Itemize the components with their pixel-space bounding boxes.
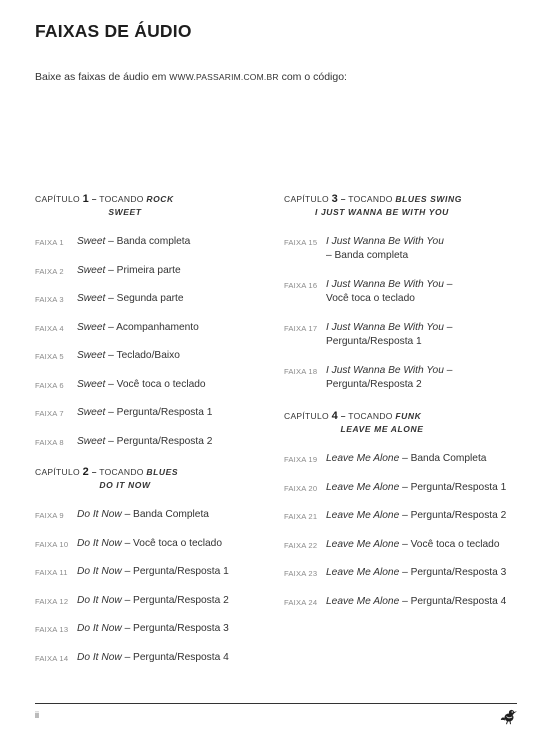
track-label: FAIXA 8 — [35, 437, 64, 447]
track-song: I Just Wanna Be With You — [326, 322, 444, 333]
track-item[interactable] — [284, 595, 519, 624]
chapter-2-header — [35, 466, 270, 496]
track-song: Sweet — [77, 293, 106, 304]
track-item[interactable] — [284, 278, 519, 321]
track-desc: – Pergunta/Resposta 2 — [121, 594, 229, 606]
track-item[interactable] — [284, 452, 519, 481]
right-column — [284, 193, 519, 623]
track-song: I Just Wanna Be With You — [326, 279, 444, 290]
track-label: FAIXA 23 — [284, 569, 318, 578]
track-song: Leave Me Alone — [326, 595, 400, 607]
chapter-prefix: CAPÍTULO — [35, 467, 80, 477]
track-song: Do It Now — [77, 537, 122, 549]
track-desc: – — [443, 279, 453, 290]
track-label: FAIXA 19 — [284, 455, 318, 464]
chapter-style: BLUES — [146, 467, 179, 477]
chapter-1-header — [35, 193, 270, 223]
track-song: Leave Me Alone — [326, 453, 400, 464]
track-item[interactable] — [35, 508, 270, 537]
track-label: FAIXA 22 — [284, 540, 318, 550]
chapter-dash: – — [340, 411, 346, 421]
bird-logo-icon — [500, 707, 518, 725]
chapter-playing: TOCANDO — [99, 467, 144, 477]
track-desc: – Pergunta/Resposta 2 — [105, 435, 213, 447]
track-item[interactable] — [35, 235, 270, 264]
track-desc: – Pergunta/Resposta 4 — [399, 595, 507, 607]
track-desc: – — [443, 365, 453, 376]
track-song: Leave Me Alone — [326, 538, 400, 550]
track-song: Sweet — [77, 378, 106, 390]
track-label: FAIXA 24 — [284, 597, 318, 607]
track-label: FAIXA 13 — [35, 625, 69, 634]
track-desc: – Banda completa — [105, 236, 191, 247]
track-label: FAIXA 3 — [35, 295, 64, 304]
track-desc: – Pergunta/Resposta 4 — [121, 651, 229, 663]
track-label: FAIXA 14 — [35, 653, 69, 663]
track-label: FAIXA 18 — [284, 367, 318, 376]
track-desc-line2: Pergunta/Resposta 1 — [326, 336, 422, 347]
track-label: FAIXA 7 — [35, 409, 64, 418]
track-item[interactable] — [284, 321, 519, 364]
track-item[interactable] — [35, 622, 270, 651]
intro-text-end: com o código: — [278, 71, 347, 83]
chapter-dash: – — [340, 194, 346, 204]
track-label: FAIXA 9 — [35, 511, 64, 520]
chapter-style: ROCK — [146, 194, 174, 204]
download-url-link[interactable]: WWW.PASSARIM.COM.BR — [169, 72, 279, 82]
track-label: FAIXA 11 — [35, 568, 68, 577]
page-number: ii — [35, 710, 39, 720]
track-desc: – Você toca o teclado — [121, 537, 222, 549]
track-item[interactable] — [35, 349, 270, 378]
left-column — [35, 193, 270, 679]
track-label: FAIXA 15 — [284, 238, 318, 247]
track-desc: – Pergunta/Resposta 1 — [105, 407, 213, 418]
track-label: FAIXA 20 — [284, 483, 318, 493]
chapter-3-header — [284, 193, 519, 223]
chapter-style: FUNK — [395, 411, 422, 421]
track-item[interactable] — [284, 509, 519, 538]
track-label: FAIXA 16 — [284, 281, 318, 290]
track-song: Do It Now — [77, 509, 122, 520]
track-desc: – Pergunta/Resposta 3 — [399, 567, 507, 578]
chapter-4-header — [284, 410, 519, 440]
track-song: I Just Wanna Be With You — [326, 236, 444, 247]
track-item[interactable] — [284, 566, 519, 595]
intro-text: Baixe as faixas de áudio em — [35, 71, 170, 83]
chapter-prefix: CAPÍTULO — [284, 411, 329, 421]
track-item[interactable] — [35, 406, 270, 435]
bird-logo-icon-graphic — [500, 707, 518, 725]
track-label: FAIXA 21 — [284, 512, 318, 521]
footer-divider — [35, 703, 517, 704]
track-item[interactable] — [35, 292, 270, 321]
track-song: Sweet — [77, 407, 106, 418]
track-desc-line2: Você toca o teclado — [326, 293, 415, 304]
track-item[interactable] — [35, 264, 270, 293]
track-item[interactable] — [284, 235, 519, 278]
track-desc: – Segunda parte — [105, 293, 184, 304]
track-label: FAIXA 6 — [35, 380, 64, 390]
track-song: Leave Me Alone — [326, 481, 400, 493]
track-item[interactable] — [284, 364, 519, 407]
track-desc: – — [443, 322, 453, 333]
track-song: Sweet — [77, 350, 106, 361]
chapter-number: 3 — [331, 193, 339, 205]
chapter-number: 1 — [82, 193, 90, 205]
track-desc: – Pergunta/Resposta 1 — [121, 566, 229, 577]
track-song: Leave Me Alone — [326, 567, 400, 578]
chapter-song-title: SWEET — [108, 207, 142, 217]
chapter-dash: – — [91, 467, 97, 477]
track-label: FAIXA 12 — [35, 596, 69, 606]
track-song: Leave Me Alone — [326, 510, 400, 521]
chapter-playing: TOCANDO — [99, 194, 144, 204]
track-song: Sweet — [77, 264, 106, 276]
track-item[interactable] — [35, 537, 270, 566]
track-desc: – Você toca o teclado — [399, 538, 500, 550]
chapter-playing: TOCANDO — [348, 411, 393, 421]
chapter-prefix: CAPÍTULO — [35, 194, 80, 204]
chapter-dash: – — [91, 194, 97, 204]
track-song: Sweet — [77, 321, 106, 333]
track-label: FAIXA 1 — [35, 238, 64, 247]
download-instructions — [35, 71, 347, 83]
track-desc: – Pergunta/Resposta 2 — [399, 510, 507, 521]
chapter-song-title: I JUST WANNA BE WITH YOU — [315, 207, 449, 217]
track-desc-line2: – Banda completa — [326, 250, 409, 261]
chapter-playing: TOCANDO — [348, 194, 393, 204]
track-song: Do It Now — [77, 623, 122, 634]
track-song: Sweet — [77, 435, 106, 447]
track-item[interactable] — [284, 481, 519, 510]
chapter-song-title: DO IT NOW — [99, 480, 151, 490]
chapter-song-title: LEAVE ME ALONE — [340, 424, 424, 434]
chapter-number: 4 — [331, 410, 339, 422]
track-desc-line2: Pergunta/Resposta 2 — [326, 379, 422, 390]
track-item[interactable] — [35, 594, 270, 623]
track-desc: – Primeira parte — [105, 264, 181, 276]
track-desc: – Teclado/Baixo — [105, 350, 180, 361]
chapter-style: BLUES SWING — [395, 194, 462, 204]
track-desc: – Pergunta/Resposta 3 — [121, 623, 229, 634]
chapter-prefix: CAPÍTULO — [284, 194, 329, 204]
track-label: FAIXA 17 — [284, 324, 318, 333]
track-song: Sweet — [77, 236, 106, 247]
track-song: Do It Now — [77, 651, 122, 663]
track-desc: – Banda Completa — [399, 453, 487, 464]
track-label: FAIXA 2 — [35, 266, 64, 276]
track-label: FAIXA 4 — [35, 323, 64, 333]
track-label: FAIXA 5 — [35, 352, 64, 361]
track-song: Do It Now — [77, 594, 122, 606]
track-song: Do It Now — [77, 566, 122, 577]
track-item[interactable] — [284, 538, 519, 567]
track-desc: – Banda Completa — [121, 509, 209, 520]
track-item[interactable] — [35, 321, 270, 350]
track-item[interactable] — [35, 565, 270, 594]
page-title: FAIXAS DE ÁUDIO — [35, 21, 192, 41]
chapter-number: 2 — [82, 466, 90, 478]
track-item[interactable] — [35, 435, 270, 464]
track-item[interactable] — [35, 651, 270, 680]
track-desc: – Você toca o teclado — [105, 378, 206, 390]
track-label: FAIXA 10 — [35, 539, 69, 549]
track-desc: – Pergunta/Resposta 1 — [399, 481, 507, 493]
track-song: I Just Wanna Be With You — [326, 365, 444, 376]
track-desc: – Acompanhamento — [105, 321, 199, 333]
track-item[interactable] — [35, 378, 270, 407]
